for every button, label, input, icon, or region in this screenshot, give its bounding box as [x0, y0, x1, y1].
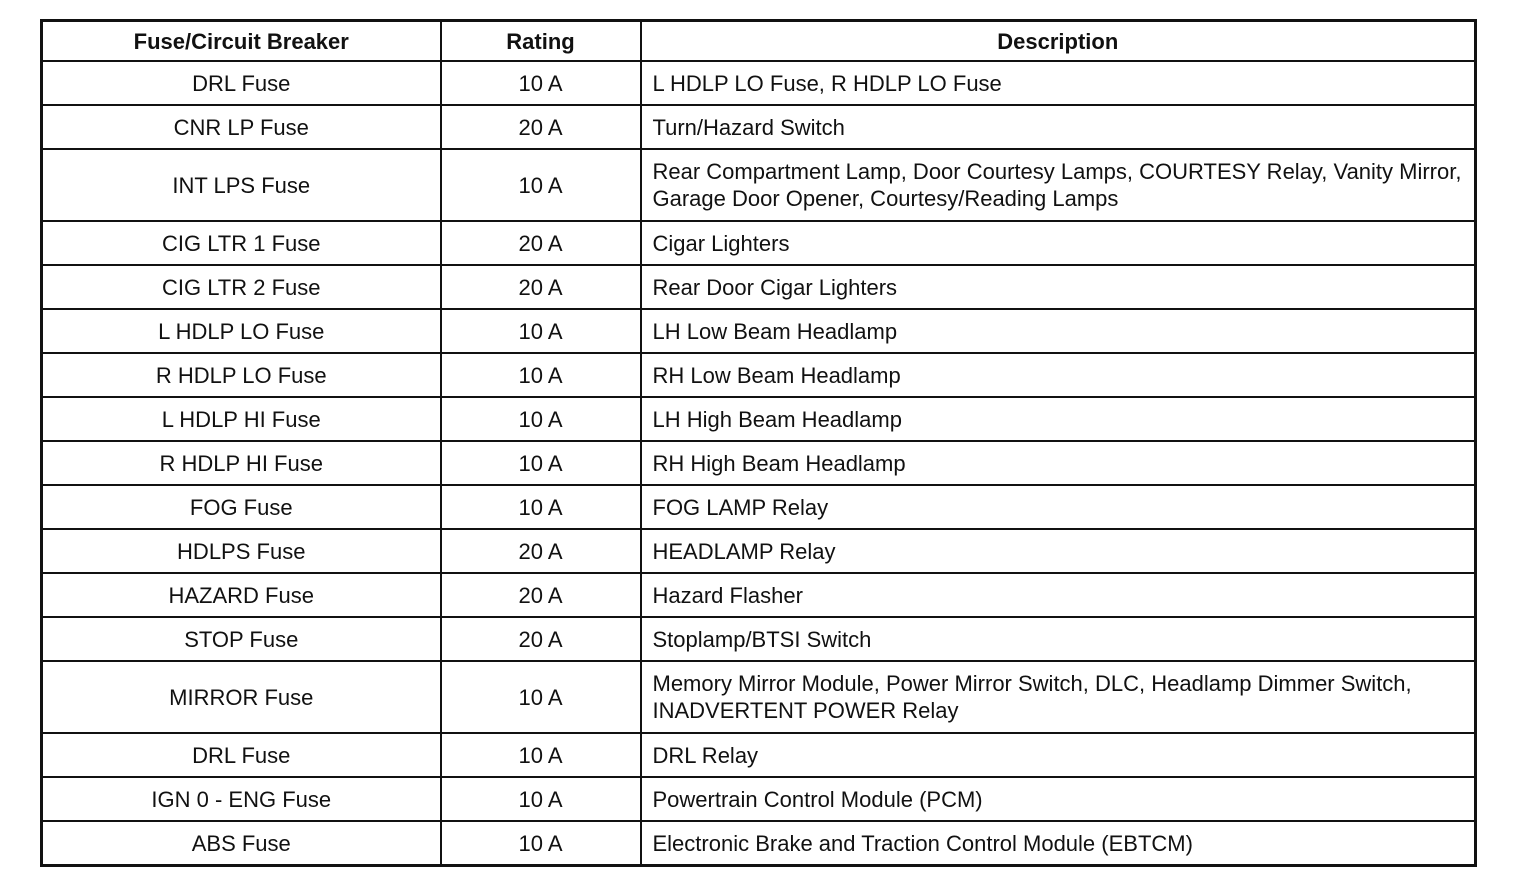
rating-cell: 10 A [441, 821, 641, 866]
description-cell: Cigar Lighters [641, 221, 1476, 265]
description-cell: Hazard Flasher [641, 573, 1476, 617]
description-cell: LH High Beam Headlamp [641, 397, 1476, 441]
table-row [42, 777, 1476, 821]
rating-cell: 20 A [441, 105, 641, 149]
description-cell: DRL Relay [641, 733, 1476, 777]
table-row [42, 485, 1476, 529]
description-cell: Stoplamp/BTSI Switch [641, 617, 1476, 661]
rating-cell: 10 A [441, 661, 641, 733]
fuse-cell: FOG Fuse [42, 485, 441, 529]
rating-cell: 10 A [441, 777, 641, 821]
fuse-cell: L HDLP LO Fuse [42, 309, 441, 353]
fuse-table [40, 19, 1477, 867]
table-body [42, 61, 1476, 866]
rating-cell: 10 A [441, 309, 641, 353]
rating-cell: 20 A [441, 573, 641, 617]
table-row [42, 733, 1476, 777]
fuse-cell: MIRROR Fuse [42, 661, 441, 733]
description-cell: Rear Door Cigar Lighters [641, 265, 1476, 309]
description-cell: Turn/Hazard Switch [641, 105, 1476, 149]
description-cell: RH Low Beam Headlamp [641, 353, 1476, 397]
table-row [42, 573, 1476, 617]
table-row [42, 441, 1476, 485]
fuse-cell: R HDLP LO Fuse [42, 353, 441, 397]
fuse-cell: L HDLP HI Fuse [42, 397, 441, 441]
description-cell: L HDLP LO Fuse, R HDLP LO Fuse [641, 61, 1476, 105]
table-row [42, 309, 1476, 353]
rating-cell: 20 A [441, 617, 641, 661]
fuse-cell: IGN 0 - ENG Fuse [42, 777, 441, 821]
table-row [42, 221, 1476, 265]
fuse-cell: DRL Fuse [42, 61, 441, 105]
table-row [42, 397, 1476, 441]
rating-cell: 10 A [441, 441, 641, 485]
rating-cell: 10 A [441, 397, 641, 441]
fuse-cell: DRL Fuse [42, 733, 441, 777]
fuse-cell: R HDLP HI Fuse [42, 441, 441, 485]
table-row [42, 265, 1476, 309]
table-row [42, 661, 1476, 733]
description-cell: Memory Mirror Module, Power Mirror Switch, DLC, Headlamp Dimmer Switch, INADVERTENT POWER Relay [641, 661, 1476, 733]
fuse-cell: CIG LTR 2 Fuse [42, 265, 441, 309]
description-cell: Powertrain Control Module (PCM) [641, 777, 1476, 821]
table-row [42, 149, 1476, 221]
rating-cell: 20 A [441, 265, 641, 309]
fuse-cell: HDLPS Fuse [42, 529, 441, 573]
rating-cell: 10 A [441, 733, 641, 777]
table-row [42, 105, 1476, 149]
table-row [42, 353, 1476, 397]
rating-cell: 10 A [441, 353, 641, 397]
header-fuse: Fuse/Circuit Breaker [42, 21, 441, 62]
header-row [42, 21, 1476, 62]
description-cell: Rear Compartment Lamp, Door Courtesy Lamps, COURTESY Relay, Vanity Mirror, Garage Door Opener, Courtesy/Reading Lamps [641, 149, 1476, 221]
description-cell: RH High Beam Headlamp [641, 441, 1476, 485]
fuse-cell: STOP Fuse [42, 617, 441, 661]
table-header [42, 21, 1476, 62]
fuse-cell: INT LPS Fuse [42, 149, 441, 221]
description-cell: HEADLAMP Relay [641, 529, 1476, 573]
fuse-cell: CIG LTR 1 Fuse [42, 221, 441, 265]
table-row [42, 821, 1476, 866]
description-cell: Electronic Brake and Traction Control Module (EBTCM) [641, 821, 1476, 866]
header-description: Description [641, 21, 1476, 62]
table-row [42, 61, 1476, 105]
description-cell: FOG LAMP Relay [641, 485, 1476, 529]
rating-cell: 10 A [441, 149, 641, 221]
rating-cell: 10 A [441, 485, 641, 529]
rating-cell: 10 A [441, 61, 641, 105]
fuse-cell: CNR LP Fuse [42, 105, 441, 149]
fuse-cell: ABS Fuse [42, 821, 441, 866]
fuse-cell: HAZARD Fuse [42, 573, 441, 617]
table-row [42, 617, 1476, 661]
rating-cell: 20 A [441, 529, 641, 573]
table-row [42, 529, 1476, 573]
rating-cell: 20 A [441, 221, 641, 265]
header-rating: Rating [441, 21, 641, 62]
description-cell: LH Low Beam Headlamp [641, 309, 1476, 353]
